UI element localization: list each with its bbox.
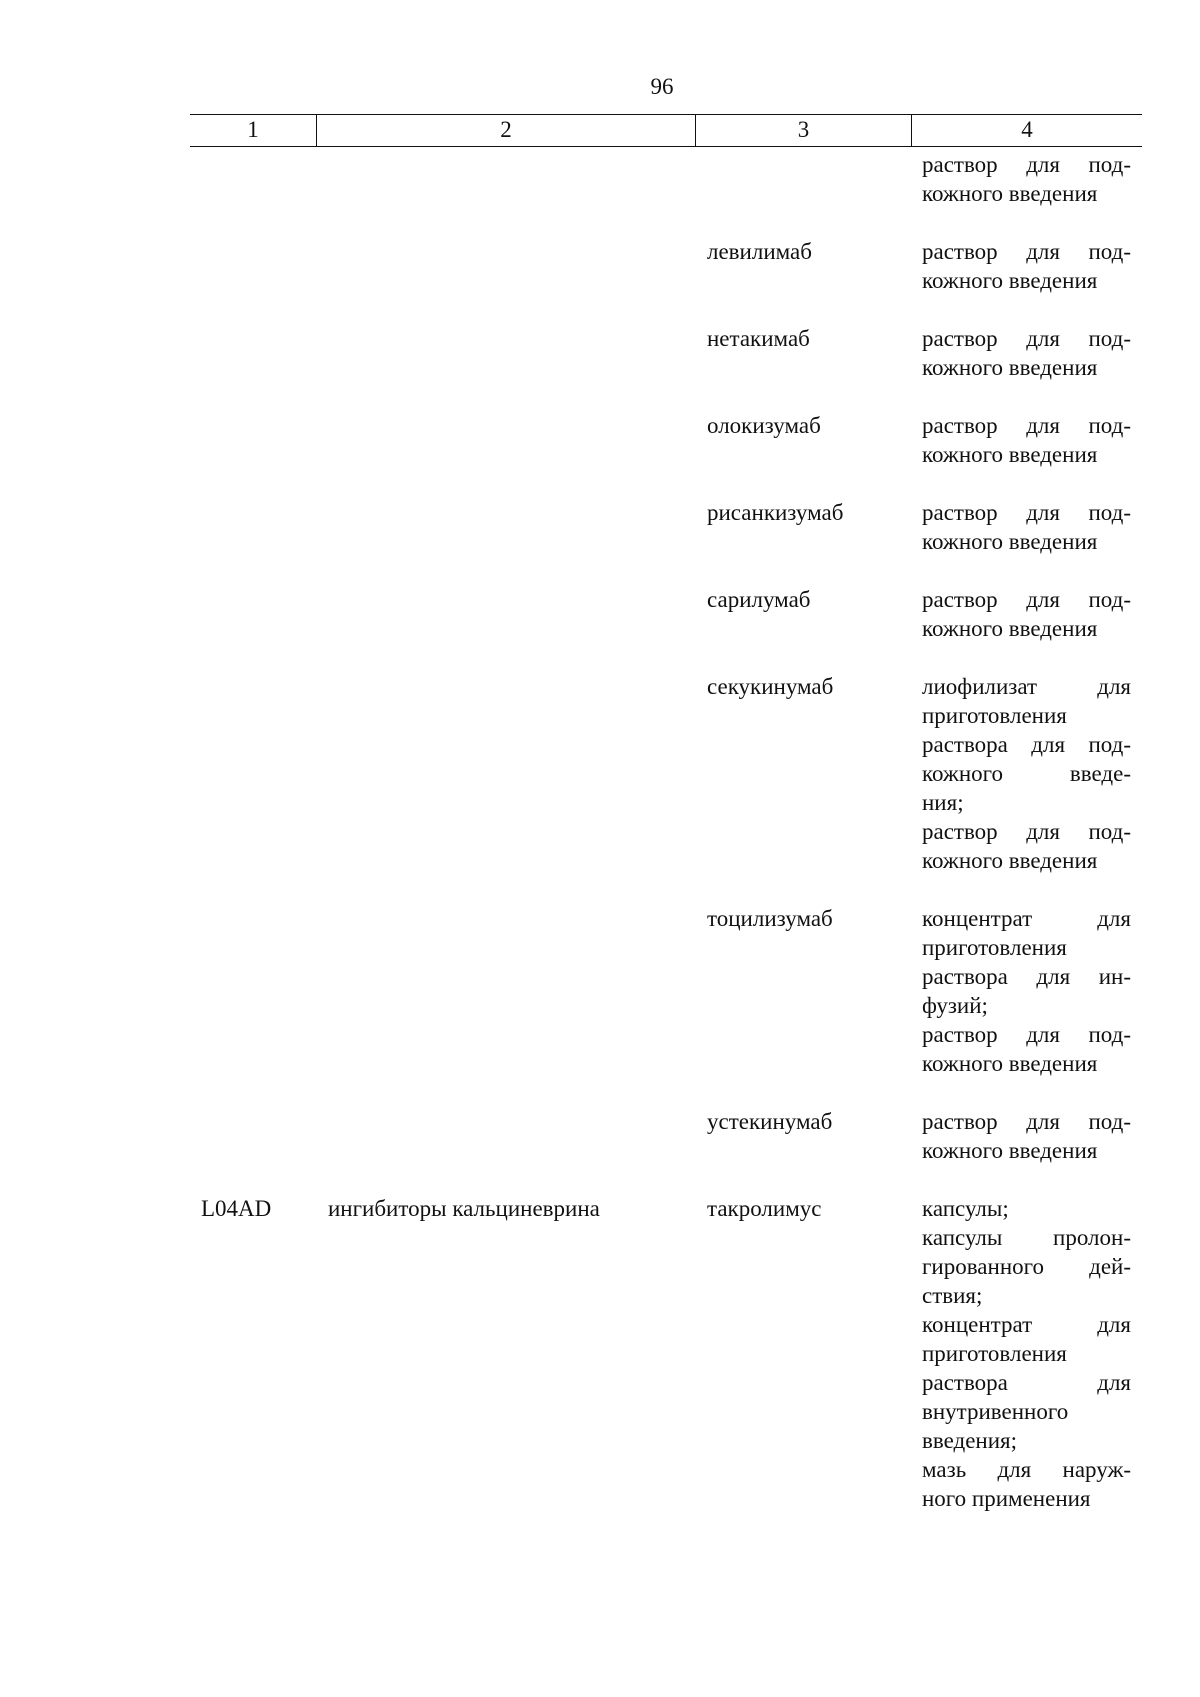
drug-name: рисанкизумаб <box>707 500 844 525</box>
dosage-form-line: ния; <box>922 790 964 815</box>
column-header-2: 2 <box>316 115 695 146</box>
drug-name: тоцилизумаб <box>707 906 833 931</box>
atc-code: L04AD <box>201 1196 272 1221</box>
table-row <box>190 237 1142 295</box>
dosage-form-line: раствора для ин- <box>922 964 1131 989</box>
dosage-form-line: кожного введения <box>922 529 1098 554</box>
table-row <box>190 1107 1142 1165</box>
column-header-4: 4 <box>911 115 1142 146</box>
dosage-form-line: кожного введения <box>922 181 1098 206</box>
dosage-form-line: фузий; <box>922 993 988 1018</box>
dosage-form-line: кожного введения <box>922 355 1098 380</box>
dosage-form-line: внутривенного <box>922 1399 1069 1424</box>
dosage-form-line: концентрат для <box>922 1312 1131 1337</box>
dosage-form-line: раствор для под- <box>922 1109 1131 1134</box>
table-row <box>190 1194 1142 1513</box>
dosage-form-line: капсулы пролон- <box>922 1225 1131 1250</box>
drug-name: секукинумаб <box>707 674 834 699</box>
table-row <box>190 498 1142 556</box>
dosage-forms <box>911 237 1142 295</box>
dosage-form-line: раствор для под- <box>922 326 1131 351</box>
dosage-forms <box>911 150 1142 208</box>
table-row <box>190 411 1142 469</box>
dosage-forms <box>911 1107 1142 1165</box>
dosage-form-line: ного применения <box>922 1486 1091 1511</box>
dosage-form-line: раствор для под- <box>922 413 1131 438</box>
dosage-form-line: раствора для под- <box>922 732 1131 757</box>
dosage-forms <box>911 411 1142 469</box>
dosage-form-line: раствор для под- <box>922 1022 1131 1047</box>
dosage-form-line: мазь для наруж- <box>922 1457 1131 1482</box>
dosage-form-line: раствора для <box>922 1370 1131 1395</box>
dosage-form-line: раствор для под- <box>922 587 1131 612</box>
dosage-form-line: раствор для под- <box>922 152 1131 177</box>
dosage-form-line: кожного введения <box>922 1138 1098 1163</box>
dosage-form-line: кожного введения <box>922 1051 1098 1076</box>
dosage-form-line: приготовления <box>922 703 1067 728</box>
pharmacological-group: ингибиторы кальциневрина <box>328 1196 600 1221</box>
drug-name: такролимус <box>707 1196 822 1221</box>
drug-name: левилимаб <box>707 239 812 264</box>
table-row <box>190 324 1142 382</box>
dosage-form-line: лиофилизат для <box>922 674 1131 699</box>
dosage-form-line: кожного введения <box>922 848 1098 873</box>
dosage-form-line: раствор для под- <box>922 819 1131 844</box>
dosage-form-line: кожного введения <box>922 268 1098 293</box>
dosage-form-line: концентрат для <box>922 906 1131 931</box>
dosage-forms <box>911 585 1142 643</box>
dosage-form-line: приготовления <box>922 935 1067 960</box>
table-header <box>190 114 1142 147</box>
dosage-forms <box>911 672 1142 875</box>
dosage-form-line: приготовления <box>922 1341 1067 1366</box>
dosage-form-line: кожного введения <box>922 616 1098 641</box>
table-row <box>190 672 1142 875</box>
drug-name: олокизумаб <box>707 413 821 438</box>
dosage-form-line: раствор для под- <box>922 239 1131 264</box>
dosage-form-line: введения; <box>922 1428 1017 1453</box>
dosage-forms <box>911 324 1142 382</box>
table-row <box>190 585 1142 643</box>
column-header-3: 3 <box>695 115 911 146</box>
dosage-forms <box>911 904 1142 1078</box>
table-body <box>190 150 1142 1542</box>
drug-name: сарилумаб <box>707 587 811 612</box>
dosage-form-line: гированного дей- <box>922 1254 1131 1279</box>
table-row <box>190 904 1142 1078</box>
dosage-form-line: кожного введе- <box>922 761 1131 786</box>
page-number: 96 <box>650 74 674 99</box>
table-row <box>190 150 1142 208</box>
drug-name: устекинумаб <box>707 1109 833 1134</box>
dosage-form-line: кожного введения <box>922 442 1098 467</box>
dosage-form-line: раствор для под- <box>922 500 1131 525</box>
dosage-forms <box>911 1194 1142 1513</box>
drug-name: нетакимаб <box>707 326 810 351</box>
dosage-form-line: капсулы; <box>922 1196 1009 1221</box>
column-header-1: 1 <box>247 117 259 142</box>
dosage-forms <box>911 498 1142 556</box>
dosage-form-line: ствия; <box>922 1283 983 1308</box>
